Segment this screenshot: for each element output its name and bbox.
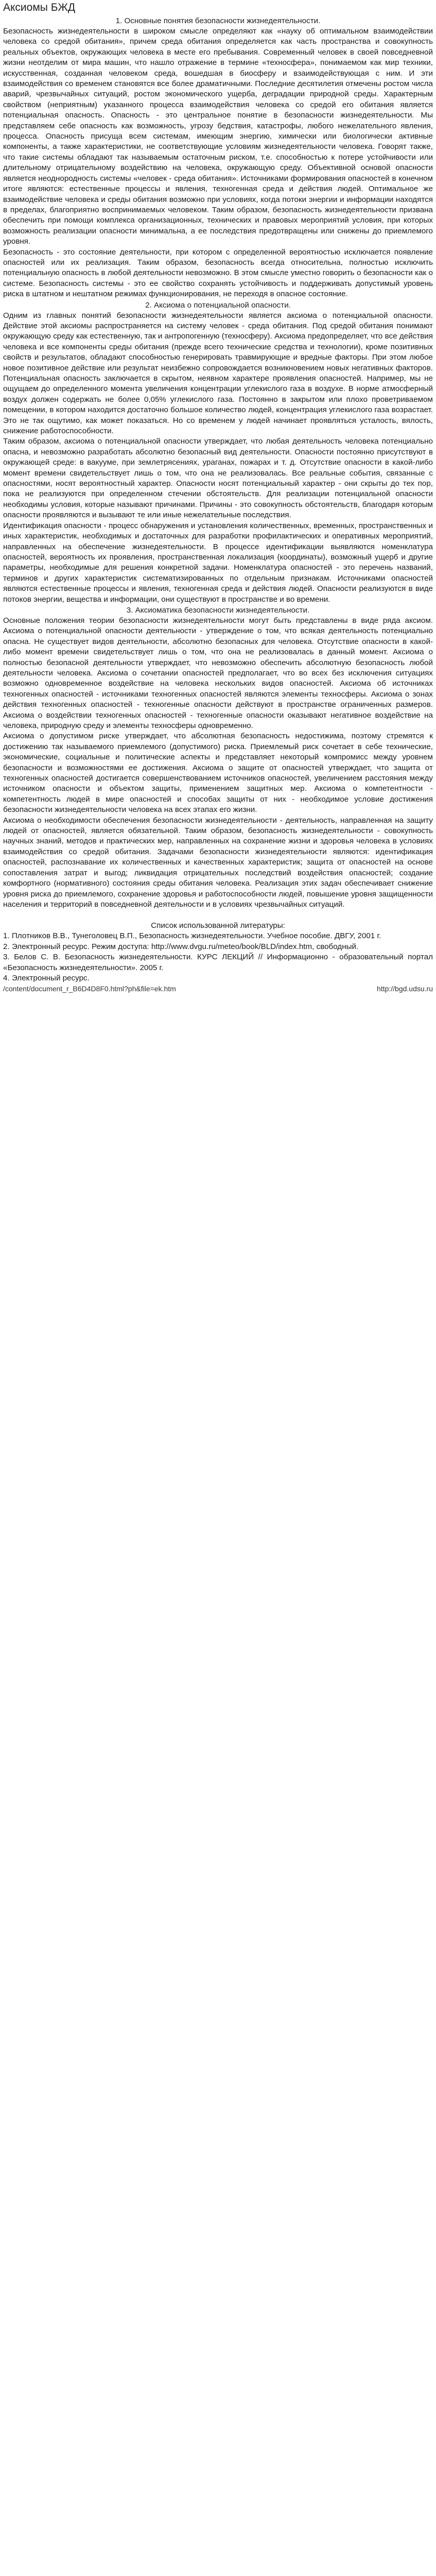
section-3 — [3, 605, 433, 910]
spacer — [3, 910, 433, 920]
paragraph: Одним из главных понятий безопасности жизнедеятельности является аксиома о потенциальной опасности. Действие этой аксиомы распространяется на систему человек - среда обитания. Под средой обитания понимают окружающую среду как естественную, так и антропогенную (техносферу). Аксиома предопределяет, что все действия человека и все компоненты среды обитания (прежде всего технические средства и технологии), кроме позитивных свойств и результатов, обладают способностью генерировать травмирующие и вредные факторы. При этом любое новое позитивное действие или результат неизбежно сопровождается возникновением новых негативных факторов. Потенциальная опасность заключается в скрытом, неявном характере проявления опасностей. Например, мы не ощущаем до определенного момента увеличения концентрации углекислого газа в воздухе. В норме атмосферный воздух должен содержать не более 0,05% углекислого газа. Постоянно в закрытом или плохо проветриваемом помещении, в котором находится достаточно большое количество людей, концентрация углекислого газа возрастает. Это не так ощутимо, как может показаться. Но со временем у людей начинает проявляться усталость, вялость, снижение работоспособности. — [3, 311, 433, 436]
document-title: Аксиомы БЖД — [3, 2, 76, 13]
references-heading: Список использованной литературы: — [151, 921, 285, 930]
section-1 — [3, 15, 433, 300]
paragraph: Таким образом, аксиома о потенциальной опасности утверждает, что любая деятельность человека потенциально опасна, и невозможно разработать абсолютно безопасный вид деятельности. Опасности постоянно присутствуют в окружающей среде: в вакууме, при землетрясениях, ураганах, пожарах и т. д. Отсутствие опасности в какой-либо момент времени свидетельствует лишь о том, что она не реализовалась. Все реальные события, связанные с опасностями, носят вероятностный характер. Опасности носят потенциальный характер - они скрыты до тех пор, пока не реализуются при определенном стечении обстоятельств. Для реализации потенциальной опасности необходимы условия, которые называют причинами. Причины - это совокупность обстоятельств, благодаря которым опасности проявляются и вызывают те или иные нежелательные последствия. — [3, 437, 433, 520]
reference-item: 2. Электронный ресурс. Режим доступа: http://www.dvgu.ru/meteo/book/BLD/index.htm, свободный. — [3, 942, 359, 951]
references — [3, 920, 433, 984]
section-heading: 3. Аксиоматика безопасности жизнедеятельности. — [126, 605, 310, 615]
paragraph: Основные положения теории безопасности жизнедеятельности могут быть представлены в виде ряда аксиом. Аксиома о потенциальной опасности деятельности - утверждение о том, что всякая деятельность потенциально опасна. Не существует видов деятельности, абсолютно безопасных для человека. Отсутствие опасности в какой-либо момент времени свидетельствует лишь о том, что она не реализовалась в данный момент. Аксиома о полностью безопасной деятельности утверждает, что невозможно обеспечить абсолютную безопасность любой деятельности человека. Аксиома о сочетании опасностей предполагает, что во всех без исключения ситуациях возможно одновременное воздействие на человека нескольких видов опасностей. Аксиома об источниках техногенных опасностей - источниками техногенных опасностей являются элементы техносферы. Аксиома о зонах действия техногенных опасностей - техногенные опасности действуют в пространстве ограниченных размеров. Аксиома о воздействии техногенных опасностей - техногенные опасности оказывают негативное воздействие на человека, природную среду и элементы техносферы одновременно. — [3, 616, 433, 730]
section-heading: 2. Аксиома о потенциальной опасности. — [145, 300, 291, 310]
section-2 — [3, 300, 433, 605]
paragraph: Аксиома о необходимости обеспечения безопасности жизнедеятельности - деятельность, направленная на защиту людей от опасностей, является обязательной. Таким образом, безопасность жизнедеятельности - совокупность научных знаний, методов и практических мер, направленных на сохранение жизни и здоровья человека в условиях взаимодействия со средой обитания. Задачами безопасности жизнедеятельности являются: идентификация опасностей, распознавание их количественных и качественных характеристик; защита от опасностей на основе сопоставления затрат и выгод; ликвидация отрицательных последствий воздействия опасностей; создание комфортного (нормативного) состояния среды обитания человека. Реализация этих задач обеспечивает снижение уровня риска до приемлемого, сохранение здоровья и работоспособности людей, повышение уровня защищенности населения и территорий в повседневной деятельности и в условиях чрезвычайных ситуаций. — [3, 816, 433, 909]
reference-item: 3. Белов С. В. Безопасность жизнедеятельности. КУРС ЛЕКЦИЙ // Информационно - образовательный портал «Безопасность жизнедеятельности». 2005 г. — [3, 953, 433, 972]
paragraph: Безопасность - это состояние деятельности, при котором с определенной вероятностью исключается появление опасностей или их реализация. Таким образом, безопасность всегда относительна, полностью исключить потенциальную опасность в любой деятельности невозможно. В этом смысле уместно говорить о безопасности как о системе. Безопасность системы - это ее свойство сохранять устойчивость и поддерживать допустимый уровень риска в штатном и нештатном режимах функционирования, не переходя в опасное состояние. — [3, 247, 433, 299]
reference-item: 1. Плотников В.В., Тунеголовец В.П., Безопасность жизнедеятельности. Учебное пособие. ДВГУ, 2001 г. — [3, 931, 381, 941]
paragraph: Идентификация опасности - процесс обнаружения и установления количественных, временных, пространственных и иных характеристик, необходимых и достаточных для разработки профилактических и оперативных мероприятий, направленных на обеспечение жизнедеятельности. В процессе идентификации выявляются номенклатура опасностей, вероятность их проявления, пространственная локализация (координаты), возможный ущерб и другие параметры, необходимые для решения конкретной задачи. Номенклатура опасностей - это перечень названий, терминов и других характеристик систематизированных по отдельным признакам. Источниками опасностей являются естественные процессы и явления, техногенная среда и действия людей. Опасности реализуются в виде потоков энергии, вещества и информации, они существуют в пространстве и во времени. — [3, 521, 433, 604]
footer-url[interactable]: http://bgd.udsu.ru — [377, 985, 433, 993]
section-heading: 1. Основные понятия безопасности жизнедеятельности. — [115, 16, 321, 25]
paragraph: Безопасность жизнедеятельности в широком смысле определяют как «науку об оптимальном взаимодействии человека со средой обитания», причем среда обитания определяется как часть пространства и совокупность реальных объектов, окружающих человека в месте его пребывания. Современный человек в своей повседневной жизни неотделим от мира машин, что нашло отражение в термине «техносфера», понимаемом как мир техники, искусственная, созданная человеком среда, вошедшая в биосферу и взаимодействующая с ним. И эти взаимодействия со временем становятся все более драматичными. Последние десятилетия отмечены ростом числа аварий, чрезвычайных ситуаций, ростом экономического ущерба, деградации природной среды. Характерным свойством (неприятным) указанного процесса взаимодействия человека со средой его обитания является потенциальная опасность. Опасность - это центральное понятие в безопасности жизнедеятельности. Мы представляем себе опасность как возможность, угрозу бедствия, катастрофы, любого нежелательного явления, процесса. Опасность присуща всем системам, имеющим энергию, химически или биологически активные компоненты, а также характеристики, не соответствующие условиям жизнедеятельности человека. Говорят также, что такие системы обладают так называемым остаточным риском, т.е. способностью к потере устойчивости или длительному отрицательному воздействию на человека, окружающую среду. Объективной основой опасности является неоднородность системы «человек - среда обитания». Источниками формирования опасностей в конечном итоге являются: естественные процессы и явления, техногенная среда и действия людей. Оптимальное же взаимодействие человека и среды обитания возможно при условиях, когда потоки энергии и информации находятся в пределах, благоприятно воспринимаемых человеком. Таким образом, безопасность жизнедеятельности призвана обеспечить при помощи комплекса организационных, технических и правовых мероприятий условия, при которых возможность реализации опасности минимальна, а ее последствия предотвращены или снижены до приемлемого уровня. — [3, 27, 433, 246]
footer — [3, 984, 433, 994]
paragraph: Аксиома о допустимом риске утверждает, что абсолютная безопасность недостижима, поэтому стремятся к достижению так называемого приемлемого (допустимого) риска. Приемлемый риск сочетает в себе технические, экономические, социальные и политические аспекты и представляет некоторый компромисс между уровнем безопасности и возможностями ее достижения. Аксиома о защите от опасностей утверждает, что защита от техногенных опасностей достигается совершенствованием источников опасностей, увеличением расстояния между источником опасности и объектом защиты, применением защитных мер. Аксиома о компетентности - компетентность людей в мире опасностей и способах защиты от них - необходимое условие достижения безопасности жизнедеятельности человека на всех этапах его жизни. — [3, 732, 433, 815]
reference-item: 4. Электронный ресурс. — [3, 973, 90, 982]
footer-path: /content/document_r_B6D4D8F0.html?ph&file=ek.htm — [3, 985, 176, 993]
